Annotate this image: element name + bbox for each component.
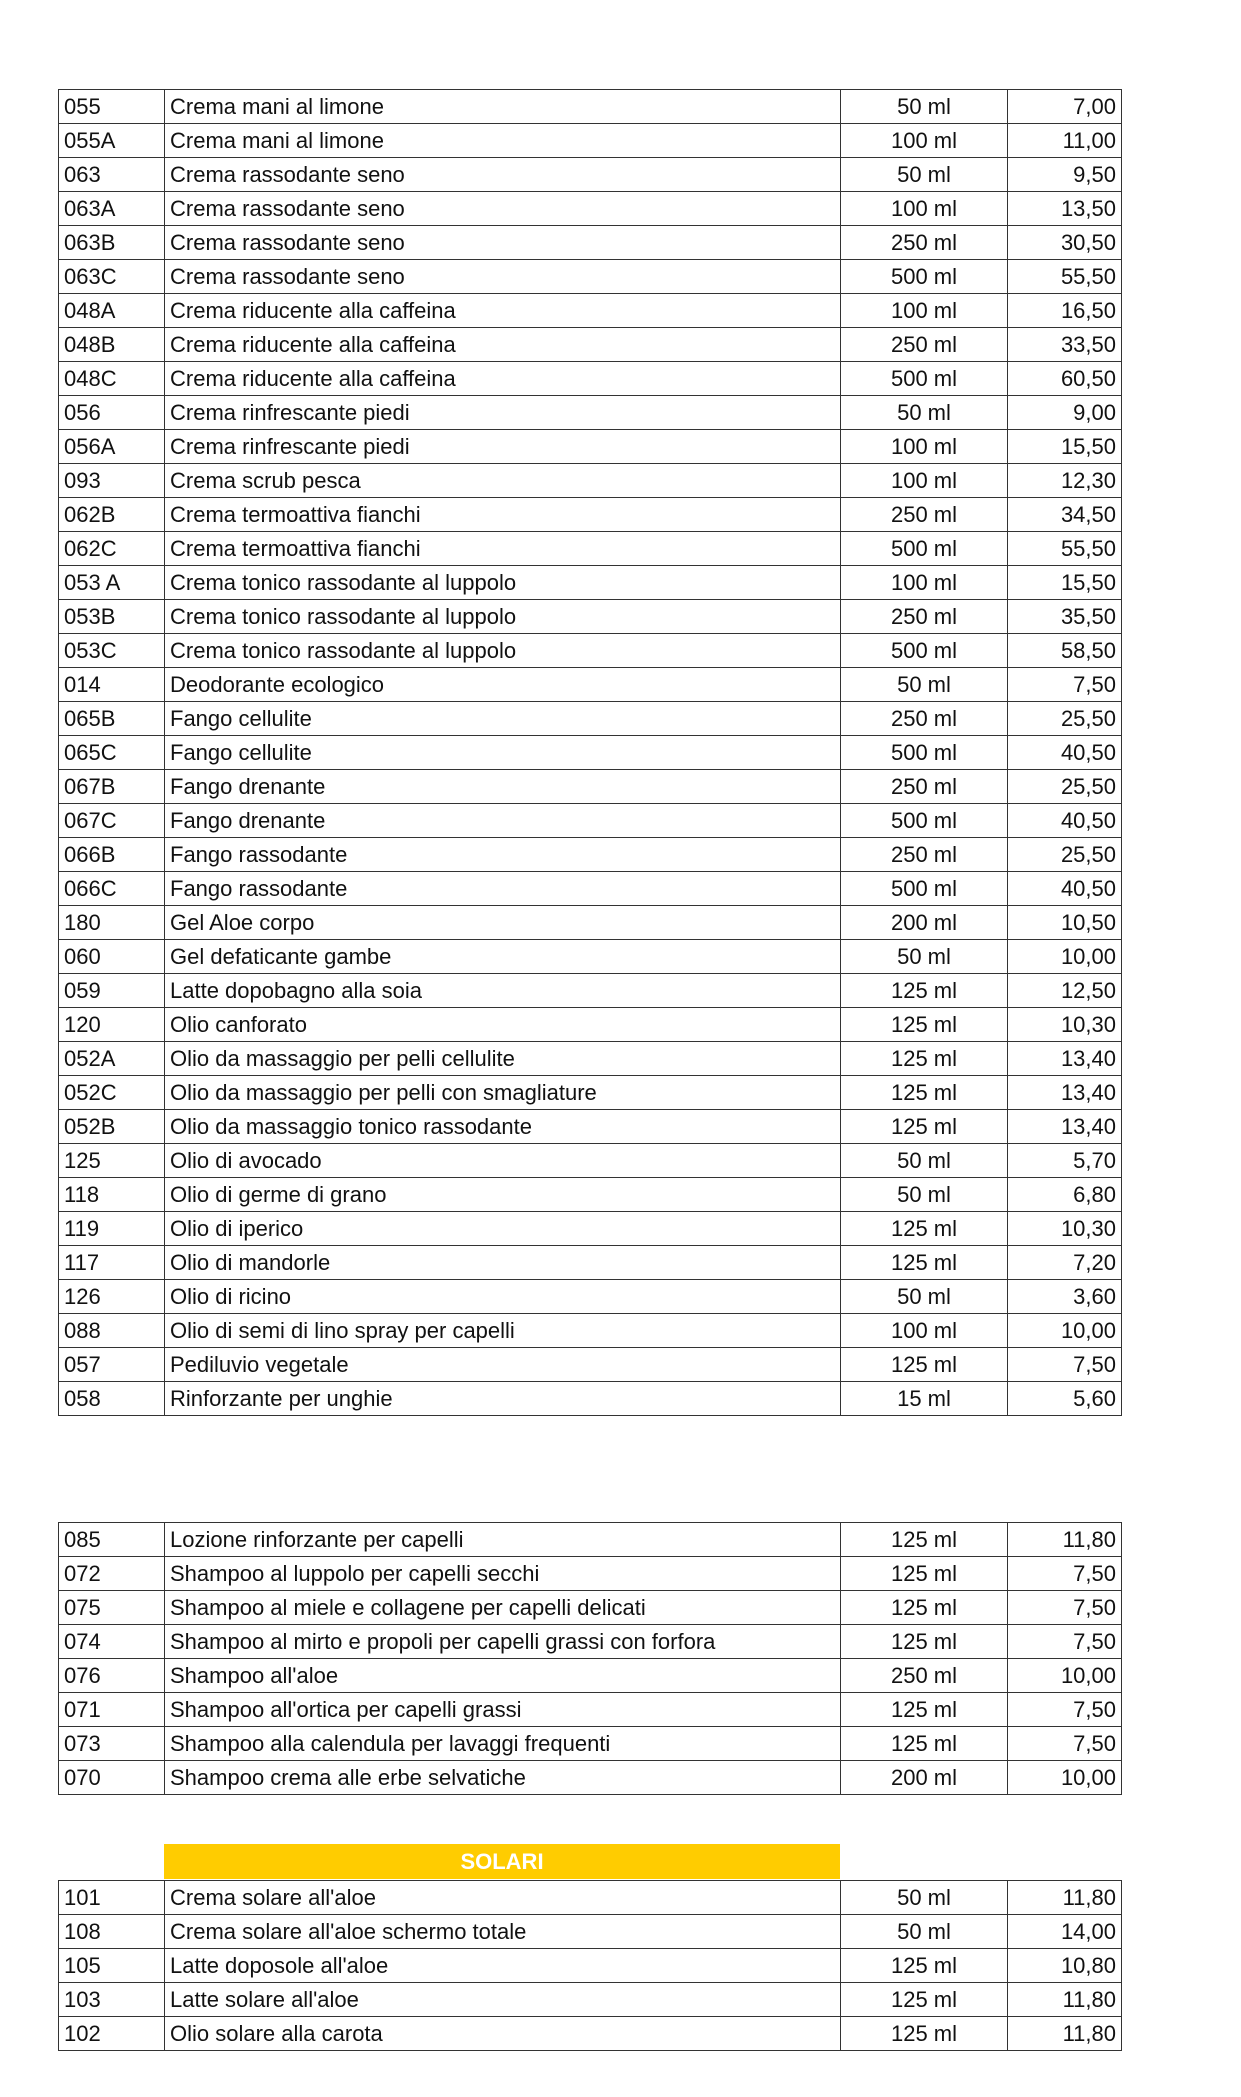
table-row <box>59 1881 1122 1915</box>
product-name-cell: Crema riducente alla caffeina <box>165 362 841 396</box>
table-row <box>59 1557 1122 1591</box>
product-price-cell: 9,00 <box>1008 396 1122 430</box>
product-price-cell: 33,50 <box>1008 328 1122 362</box>
product-name-cell: Crema solare all'aloe schermo totale <box>165 1915 841 1949</box>
product-code-cell: 057 <box>59 1348 165 1382</box>
product-name-cell: Olio di mandorle <box>165 1246 841 1280</box>
table-row <box>59 770 1122 804</box>
product-size-cell: 125 ml <box>841 1076 1008 1110</box>
table-row <box>59 1382 1122 1416</box>
product-name-cell: Shampoo crema alle erbe selvatiche <box>165 1761 841 1795</box>
product-code-cell: 053B <box>59 600 165 634</box>
product-code-cell: 058 <box>59 1382 165 1416</box>
product-price-cell: 25,50 <box>1008 702 1122 736</box>
product-code-cell: 076 <box>59 1659 165 1693</box>
product-code-cell: 060 <box>59 940 165 974</box>
table-row <box>59 1983 1122 2017</box>
product-code-cell: 072 <box>59 1557 165 1591</box>
product-price-cell: 7,50 <box>1008 1693 1122 1727</box>
product-price-cell: 13,40 <box>1008 1110 1122 1144</box>
table-row <box>59 1076 1122 1110</box>
product-size-cell: 250 ml <box>841 838 1008 872</box>
product-code-cell: 108 <box>59 1915 165 1949</box>
table-row <box>59 1659 1122 1693</box>
product-size-cell: 250 ml <box>841 1659 1008 1693</box>
product-price-cell: 10,30 <box>1008 1212 1122 1246</box>
table-row <box>59 1042 1122 1076</box>
product-price-cell: 7,50 <box>1008 1727 1122 1761</box>
product-name-cell: Rinforzante per unghie <box>165 1382 841 1416</box>
product-code-cell: 070 <box>59 1761 165 1795</box>
product-code-cell: 062B <box>59 498 165 532</box>
product-size-cell: 100 ml <box>841 294 1008 328</box>
product-code-cell: 067B <box>59 770 165 804</box>
product-code-cell: 120 <box>59 1008 165 1042</box>
product-name-cell: Shampoo al miele e collagene per capelli delicati <box>165 1591 841 1625</box>
product-price-cell: 7,50 <box>1008 1591 1122 1625</box>
product-size-cell: 125 ml <box>841 1523 1008 1557</box>
product-price-cell: 10,00 <box>1008 940 1122 974</box>
product-size-cell: 125 ml <box>841 1110 1008 1144</box>
product-size-cell: 500 ml <box>841 260 1008 294</box>
product-name-cell: Fango drenante <box>165 804 841 838</box>
product-name-cell: Olio di germe di grano <box>165 1178 841 1212</box>
product-price-cell: 60,50 <box>1008 362 1122 396</box>
product-size-cell: 50 ml <box>841 1881 1008 1915</box>
table-row <box>59 124 1122 158</box>
product-price-cell: 15,50 <box>1008 566 1122 600</box>
product-size-cell: 50 ml <box>841 1915 1008 1949</box>
product-size-cell: 50 ml <box>841 668 1008 702</box>
product-name-cell: Olio di avocado <box>165 1144 841 1178</box>
product-name-cell: Latte dopobagno alla soia <box>165 974 841 1008</box>
product-name-cell: Deodorante ecologico <box>165 668 841 702</box>
product-size-cell: 125 ml <box>841 1727 1008 1761</box>
product-code-cell: 056 <box>59 396 165 430</box>
table-body <box>59 1881 1122 2051</box>
product-size-cell: 200 ml <box>841 906 1008 940</box>
product-code-cell: 056A <box>59 430 165 464</box>
product-size-cell: 50 ml <box>841 1178 1008 1212</box>
product-name-cell: Shampoo all'aloe <box>165 1659 841 1693</box>
product-name-cell: Gel Aloe corpo <box>165 906 841 940</box>
product-price-cell: 9,50 <box>1008 158 1122 192</box>
product-size-cell: 125 ml <box>841 1557 1008 1591</box>
table-row <box>59 1008 1122 1042</box>
table-row <box>59 294 1122 328</box>
product-price-cell: 10,80 <box>1008 1949 1122 1983</box>
product-price-cell: 11,80 <box>1008 1881 1122 1915</box>
product-size-cell: 125 ml <box>841 1949 1008 1983</box>
product-price-cell: 16,50 <box>1008 294 1122 328</box>
product-code-cell: 063A <box>59 192 165 226</box>
product-name-cell: Fango cellulite <box>165 702 841 736</box>
product-name-cell: Fango cellulite <box>165 736 841 770</box>
product-code-cell: 065C <box>59 736 165 770</box>
table-row <box>59 1348 1122 1382</box>
table-row <box>59 940 1122 974</box>
table-row <box>59 1144 1122 1178</box>
table-row <box>59 260 1122 294</box>
product-size-cell: 100 ml <box>841 124 1008 158</box>
product-size-cell: 100 ml <box>841 430 1008 464</box>
product-name-cell: Crema rinfrescante piedi <box>165 396 841 430</box>
table-row <box>59 464 1122 498</box>
product-price-cell: 12,30 <box>1008 464 1122 498</box>
table-row <box>59 872 1122 906</box>
product-price-cell: 7,50 <box>1008 1348 1122 1382</box>
product-code-cell: 118 <box>59 1178 165 1212</box>
product-size-cell: 125 ml <box>841 1693 1008 1727</box>
product-code-cell: 066B <box>59 838 165 872</box>
product-code-cell: 103 <box>59 1983 165 2017</box>
table-row <box>59 226 1122 260</box>
product-name-cell: Crema tonico rassodante al luppolo <box>165 600 841 634</box>
product-name-cell: Shampoo all'ortica per capelli grassi <box>165 1693 841 1727</box>
product-size-cell: 50 ml <box>841 1144 1008 1178</box>
table-row <box>59 1110 1122 1144</box>
product-price-cell: 14,00 <box>1008 1915 1122 1949</box>
product-code-cell: 063B <box>59 226 165 260</box>
product-size-cell: 100 ml <box>841 464 1008 498</box>
table-row <box>59 1246 1122 1280</box>
product-price-cell: 10,00 <box>1008 1761 1122 1795</box>
table-row <box>59 1949 1122 1983</box>
product-name-cell: Olio canforato <box>165 1008 841 1042</box>
product-size-cell: 500 ml <box>841 872 1008 906</box>
table-row <box>59 328 1122 362</box>
product-code-cell: 066C <box>59 872 165 906</box>
product-code-cell: 075 <box>59 1591 165 1625</box>
product-price-cell: 11,80 <box>1008 1983 1122 2017</box>
product-code-cell: 102 <box>59 2017 165 2051</box>
product-price-cell: 7,20 <box>1008 1246 1122 1280</box>
product-name-cell: Olio di ricino <box>165 1280 841 1314</box>
product-size-cell: 125 ml <box>841 1591 1008 1625</box>
product-price-cell: 40,50 <box>1008 872 1122 906</box>
product-price-cell: 6,80 <box>1008 1178 1122 1212</box>
product-price-cell: 11,80 <box>1008 2017 1122 2051</box>
product-code-cell: 062C <box>59 532 165 566</box>
product-price-cell: 40,50 <box>1008 804 1122 838</box>
table-row <box>59 702 1122 736</box>
product-price-cell: 7,50 <box>1008 1625 1122 1659</box>
product-price-cell: 15,50 <box>1008 430 1122 464</box>
product-price-cell: 7,00 <box>1008 90 1122 124</box>
product-price-cell: 30,50 <box>1008 226 1122 260</box>
product-size-cell: 250 ml <box>841 498 1008 532</box>
product-name-cell: Gel defaticante gambe <box>165 940 841 974</box>
price-table-solari <box>58 1880 1122 2051</box>
product-name-cell: Crema rassodante seno <box>165 158 841 192</box>
product-code-cell: 067C <box>59 804 165 838</box>
table-row <box>59 396 1122 430</box>
product-price-cell: 7,50 <box>1008 1557 1122 1591</box>
product-size-cell: 250 ml <box>841 770 1008 804</box>
product-name-cell: Olio da massaggio per pelli cellulite <box>165 1042 841 1076</box>
product-price-cell: 3,60 <box>1008 1280 1122 1314</box>
product-price-cell: 58,50 <box>1008 634 1122 668</box>
product-size-cell: 250 ml <box>841 600 1008 634</box>
table-row <box>59 906 1122 940</box>
product-price-cell: 40,50 <box>1008 736 1122 770</box>
table-row <box>59 1178 1122 1212</box>
product-size-cell: 125 ml <box>841 1246 1008 1280</box>
product-name-cell: Crema tonico rassodante al luppolo <box>165 634 841 668</box>
table-row <box>59 430 1122 464</box>
product-name-cell: Crema solare all'aloe <box>165 1881 841 1915</box>
product-code-cell: 105 <box>59 1949 165 1983</box>
product-code-cell: 048A <box>59 294 165 328</box>
product-size-cell: 500 ml <box>841 804 1008 838</box>
product-size-cell: 500 ml <box>841 736 1008 770</box>
product-size-cell: 250 ml <box>841 328 1008 362</box>
table-row <box>59 974 1122 1008</box>
table-row <box>59 1625 1122 1659</box>
product-price-cell: 7,50 <box>1008 668 1122 702</box>
product-size-cell: 100 ml <box>841 1314 1008 1348</box>
product-size-cell: 125 ml <box>841 1625 1008 1659</box>
table-row <box>59 1591 1122 1625</box>
product-size-cell: 125 ml <box>841 1042 1008 1076</box>
table-row <box>59 192 1122 226</box>
product-price-cell: 10,00 <box>1008 1659 1122 1693</box>
product-code-cell: 055A <box>59 124 165 158</box>
product-name-cell: Crema riducente alla caffeina <box>165 328 841 362</box>
product-code-cell: 180 <box>59 906 165 940</box>
product-size-cell: 200 ml <box>841 1761 1008 1795</box>
product-name-cell: Pediluvio vegetale <box>165 1348 841 1382</box>
product-price-cell: 13,40 <box>1008 1042 1122 1076</box>
product-code-cell: 053 A <box>59 566 165 600</box>
product-code-cell: 071 <box>59 1693 165 1727</box>
product-code-cell: 063C <box>59 260 165 294</box>
product-name-cell: Latte doposole all'aloe <box>165 1949 841 1983</box>
product-size-cell: 125 ml <box>841 974 1008 1008</box>
product-code-cell: 117 <box>59 1246 165 1280</box>
table-row <box>59 668 1122 702</box>
product-size-cell: 500 ml <box>841 532 1008 566</box>
product-name-cell: Crema termoattiva fianchi <box>165 532 841 566</box>
product-name-cell: Olio di semi di lino spray per capelli <box>165 1314 841 1348</box>
product-code-cell: 088 <box>59 1314 165 1348</box>
product-name-cell: Crema termoattiva fianchi <box>165 498 841 532</box>
table-row <box>59 804 1122 838</box>
product-name-cell: Crema riducente alla caffeina <box>165 294 841 328</box>
product-price-cell: 5,70 <box>1008 1144 1122 1178</box>
table-row <box>59 634 1122 668</box>
product-price-cell: 10,00 <box>1008 1314 1122 1348</box>
product-price-cell: 13,40 <box>1008 1076 1122 1110</box>
table-row <box>59 2017 1122 2051</box>
product-name-cell: Olio da massaggio per pelli con smagliature <box>165 1076 841 1110</box>
product-name-cell: Lozione rinforzante per capelli <box>165 1523 841 1557</box>
table-row <box>59 1523 1122 1557</box>
product-size-cell: 125 ml <box>841 1983 1008 2017</box>
table-row <box>59 1280 1122 1314</box>
product-size-cell: 500 ml <box>841 634 1008 668</box>
price-table-hair-care <box>58 1522 1122 1795</box>
product-price-cell: 10,50 <box>1008 906 1122 940</box>
product-size-cell: 500 ml <box>841 362 1008 396</box>
product-code-cell: 074 <box>59 1625 165 1659</box>
product-code-cell: 048C <box>59 362 165 396</box>
product-name-cell: Fango rassodante <box>165 838 841 872</box>
table-row <box>59 362 1122 396</box>
product-name-cell: Latte solare all'aloe <box>165 1983 841 2017</box>
product-size-cell: 50 ml <box>841 90 1008 124</box>
product-name-cell: Crema mani al limone <box>165 124 841 158</box>
table-row <box>59 566 1122 600</box>
product-code-cell: 055 <box>59 90 165 124</box>
product-code-cell: 093 <box>59 464 165 498</box>
product-size-cell: 250 ml <box>841 226 1008 260</box>
product-code-cell: 063 <box>59 158 165 192</box>
product-name-cell: Shampoo alla calendula per lavaggi frequenti <box>165 1727 841 1761</box>
product-price-cell: 12,50 <box>1008 974 1122 1008</box>
product-name-cell: Crema mani al limone <box>165 90 841 124</box>
table-row <box>59 736 1122 770</box>
product-code-cell: 065B <box>59 702 165 736</box>
product-size-cell: 50 ml <box>841 1280 1008 1314</box>
product-price-cell: 10,30 <box>1008 1008 1122 1042</box>
product-code-cell: 052C <box>59 1076 165 1110</box>
product-size-cell: 50 ml <box>841 158 1008 192</box>
product-name-cell: Crema rassodante seno <box>165 192 841 226</box>
product-price-cell: 5,60 <box>1008 1382 1122 1416</box>
product-name-cell: Fango rassodante <box>165 872 841 906</box>
price-table-body-care <box>58 89 1122 1416</box>
table-row <box>59 600 1122 634</box>
product-name-cell: Crema rassodante seno <box>165 260 841 294</box>
table-row <box>59 1212 1122 1246</box>
product-size-cell: 250 ml <box>841 702 1008 736</box>
table-row <box>59 158 1122 192</box>
table-row <box>59 1727 1122 1761</box>
product-price-cell: 13,50 <box>1008 192 1122 226</box>
product-code-cell: 125 <box>59 1144 165 1178</box>
product-code-cell: 052B <box>59 1110 165 1144</box>
product-size-cell: 100 ml <box>841 566 1008 600</box>
product-price-cell: 35,50 <box>1008 600 1122 634</box>
product-code-cell: 059 <box>59 974 165 1008</box>
table-row <box>59 1761 1122 1795</box>
product-name-cell: Olio di iperico <box>165 1212 841 1246</box>
product-name-cell: Crema rinfrescante piedi <box>165 430 841 464</box>
product-price-cell: 11,00 <box>1008 124 1122 158</box>
product-size-cell: 100 ml <box>841 192 1008 226</box>
product-code-cell: 119 <box>59 1212 165 1246</box>
product-price-cell: 34,50 <box>1008 498 1122 532</box>
table-body <box>59 1523 1122 1795</box>
product-code-cell: 101 <box>59 1881 165 1915</box>
table-row <box>59 1915 1122 1949</box>
table-row <box>59 498 1122 532</box>
product-size-cell: 50 ml <box>841 396 1008 430</box>
product-name-cell: Crema tonico rassodante al luppolo <box>165 566 841 600</box>
product-price-cell: 11,80 <box>1008 1523 1122 1557</box>
product-name-cell: Olio solare alla carota <box>165 2017 841 2051</box>
product-name-cell: Shampoo al mirto e propoli per capelli grassi con forfora <box>165 1625 841 1659</box>
table-row <box>59 90 1122 124</box>
section-header-solari: SOLARI <box>164 1844 840 1879</box>
table-row <box>59 838 1122 872</box>
product-code-cell: 085 <box>59 1523 165 1557</box>
product-code-cell: 126 <box>59 1280 165 1314</box>
product-code-cell: 014 <box>59 668 165 702</box>
product-code-cell: 073 <box>59 1727 165 1761</box>
table-row <box>59 1314 1122 1348</box>
product-size-cell: 125 ml <box>841 1008 1008 1042</box>
product-name-cell: Olio da massaggio tonico rassodante <box>165 1110 841 1144</box>
product-price-cell: 25,50 <box>1008 770 1122 804</box>
product-name-cell: Fango drenante <box>165 770 841 804</box>
product-code-cell: 052A <box>59 1042 165 1076</box>
product-price-cell: 55,50 <box>1008 532 1122 566</box>
product-price-cell: 55,50 <box>1008 260 1122 294</box>
product-size-cell: 125 ml <box>841 1212 1008 1246</box>
table-row <box>59 532 1122 566</box>
product-size-cell: 15 ml <box>841 1382 1008 1416</box>
product-name-cell: Crema rassodante seno <box>165 226 841 260</box>
table-body <box>59 90 1122 1416</box>
product-size-cell: 125 ml <box>841 1348 1008 1382</box>
product-price-cell: 25,50 <box>1008 838 1122 872</box>
table-row <box>59 1693 1122 1727</box>
product-code-cell: 048B <box>59 328 165 362</box>
product-size-cell: 125 ml <box>841 2017 1008 2051</box>
product-name-cell: Shampoo al luppolo per capelli secchi <box>165 1557 841 1591</box>
product-name-cell: Crema scrub pesca <box>165 464 841 498</box>
product-code-cell: 053C <box>59 634 165 668</box>
product-size-cell: 50 ml <box>841 940 1008 974</box>
